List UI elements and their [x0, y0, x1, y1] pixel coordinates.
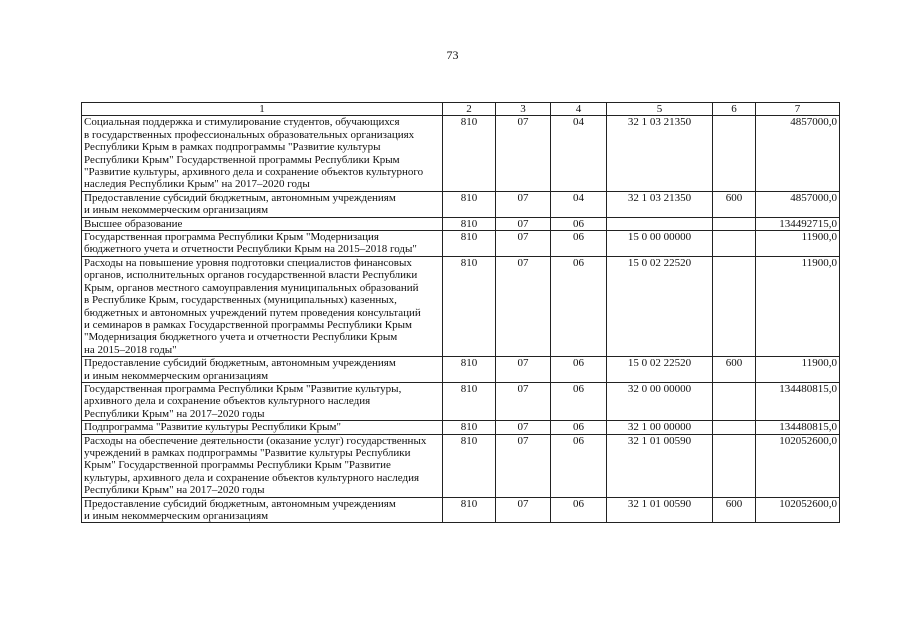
- description-line: и иным некоммерческим организациям: [84, 510, 269, 522]
- header-cell: 2: [443, 103, 496, 116]
- amount-cell: 102052600,0: [756, 497, 840, 523]
- row-description: [82, 231, 443, 257]
- subsection-code: 04: [551, 191, 607, 217]
- description-line: Государственная программа Республики Крым "Модернизация: [84, 231, 379, 244]
- header-cell: 4: [551, 103, 607, 116]
- amount-cell: 11900,0: [756, 231, 840, 257]
- ved-code: 810: [443, 116, 496, 191]
- table-row: [82, 382, 840, 420]
- section-code: 07: [496, 434, 551, 497]
- row-description: [82, 191, 443, 217]
- subsection-code: 06: [551, 217, 607, 230]
- description-line: Высшее образование: [84, 217, 183, 230]
- table-row: [82, 217, 840, 230]
- description-line: и иным некоммерческим организациям: [84, 369, 269, 382]
- expense-type-code: [713, 421, 756, 434]
- target-article-code: 32 1 03 21350: [607, 116, 713, 191]
- section-code: 07: [496, 256, 551, 356]
- description-line: и иным некоммерческим организациям: [84, 204, 269, 217]
- section-code: 07: [496, 421, 551, 434]
- description-line: в государственных профессиональных образовательных организациях: [84, 128, 415, 141]
- subsection-code: 04: [551, 116, 607, 191]
- row-description: [82, 382, 443, 420]
- table-row: [82, 116, 840, 191]
- expense-type-code: [713, 116, 756, 191]
- description-line: и семинаров в рамках Государственной программы Республики Крым: [84, 318, 412, 331]
- amount-cell: 134492715,0: [756, 217, 840, 230]
- description-line: бюджетного учета и отчетности Республики Крым на 2015–2018 годы": [84, 243, 417, 256]
- description-line: Предоставление субсидий бюджетным, автономным учреждениям: [84, 497, 396, 510]
- amount-cell: 134480815,0: [756, 421, 840, 434]
- row-description: [82, 497, 443, 523]
- row-description: [82, 421, 443, 434]
- section-code: 07: [496, 116, 551, 191]
- target-article-code: [607, 217, 713, 230]
- target-article-code: 32 1 01 00590: [607, 497, 713, 523]
- subsection-code: 06: [551, 382, 607, 420]
- row-description: [82, 434, 443, 497]
- subsection-code: 06: [551, 256, 607, 356]
- expense-type-code: [713, 217, 756, 230]
- amount-cell: 134480815,0: [756, 382, 840, 420]
- target-article-code: 15 0 02 22520: [607, 357, 713, 383]
- section-code: 07: [496, 191, 551, 217]
- amount-cell: 102052600,0: [756, 434, 840, 497]
- subsection-code: 06: [551, 357, 607, 383]
- description-line: архивного дела и сохранение объектов культурного наследия: [84, 395, 371, 408]
- ved-code: 810: [443, 382, 496, 420]
- header-cell: 7: [756, 103, 840, 116]
- amount-cell: 11900,0: [756, 357, 840, 383]
- header-cell: 1: [82, 103, 443, 116]
- table-row: [82, 256, 840, 356]
- description-line: Республики Крым" на 2017–2020 годы: [84, 484, 265, 497]
- description-line: Подпрограмма "Развитие культуры Республики Крым": [84, 421, 341, 434]
- description-line: наследия Республики Крым" на 2017–2020 годы: [84, 178, 310, 191]
- amount-cell: 4857000,0: [756, 116, 840, 191]
- description-line: "Модернизация бюджетного учета и отчетности Республики Крым: [84, 331, 398, 344]
- description-line: Республики Крым" на 2017–2020 годы: [84, 407, 265, 420]
- description-line: Республики Крым в рамках подпрограммы "Развитие культуры: [84, 141, 381, 154]
- table-row: [82, 191, 840, 217]
- table-row: [82, 434, 840, 497]
- header-cell: 5: [607, 103, 713, 116]
- description-line: Государственная программа Республики Крым "Развитие культуры,: [84, 382, 402, 395]
- section-code: 07: [496, 231, 551, 257]
- description-line: Расходы на обеспечение деятельности (оказание услуг) государственных: [84, 434, 427, 447]
- expense-type-code: [713, 434, 756, 497]
- ved-code: 810: [443, 231, 496, 257]
- row-description: [82, 116, 443, 191]
- row-description: [82, 357, 443, 383]
- ved-code: 810: [443, 191, 496, 217]
- expense-type-code: [713, 231, 756, 257]
- target-article-code: 15 0 02 22520: [607, 256, 713, 356]
- target-article-code: 15 0 00 00000: [607, 231, 713, 257]
- ved-code: 810: [443, 256, 496, 356]
- ved-code: 810: [443, 421, 496, 434]
- row-description: [82, 217, 443, 230]
- description-line: культуры, архивного дела и сохранение объектов культурного наследия: [84, 471, 420, 484]
- table-row: [82, 421, 840, 434]
- table-row: [82, 357, 840, 383]
- target-article-code: 32 0 00 00000: [607, 382, 713, 420]
- description-line: Предоставление субсидий бюджетным, автономным учреждениям: [84, 357, 396, 370]
- amount-cell: 11900,0: [756, 256, 840, 356]
- table-row: [82, 497, 840, 523]
- row-description: [82, 256, 443, 356]
- description-line: Крым, органов местного самоуправления муниципальных образований: [84, 281, 419, 294]
- description-line: на 2015–2018 годы": [84, 343, 177, 356]
- description-line: бюджетных и автономных учреждений путем проведения консультаций: [84, 306, 421, 319]
- header-cell: 6: [713, 103, 756, 116]
- budget-table: [81, 102, 840, 523]
- description-line: Расходы на повышение уровня подготовки специалистов финансовых: [84, 256, 412, 269]
- ved-code: 810: [443, 217, 496, 230]
- description-line: Предоставление субсидий бюджетным, автономным учреждениям: [84, 191, 396, 204]
- ved-code: 810: [443, 434, 496, 497]
- subsection-code: 06: [551, 421, 607, 434]
- description-line: Республики Крым" Государственной программы Республики Крым: [84, 153, 400, 166]
- expense-type-code: [713, 256, 756, 356]
- subsection-code: 06: [551, 497, 607, 523]
- table-body: [82, 116, 840, 523]
- target-article-code: 32 1 03 21350: [607, 191, 713, 217]
- expense-type-code: 600: [713, 191, 756, 217]
- description-line: "Развитие культуры, архивного дела и сохранение объектов культурного: [84, 166, 424, 179]
- expense-type-code: 600: [713, 357, 756, 383]
- subsection-code: 06: [551, 231, 607, 257]
- description-line: Крым" Государственной программы Республики Крым "Развитие: [84, 459, 391, 472]
- header-row: [82, 103, 840, 116]
- target-article-code: 32 1 00 00000: [607, 421, 713, 434]
- description-line: в Республике Крым, государственных (муниципальных) казенных,: [84, 294, 397, 307]
- section-code: 07: [496, 497, 551, 523]
- description-line: Социальная поддержка и стимулирование студентов, обучающихся: [84, 116, 400, 129]
- ved-code: 810: [443, 357, 496, 383]
- expense-type-code: 600: [713, 497, 756, 523]
- header-cell: 3: [496, 103, 551, 116]
- subsection-code: 06: [551, 434, 607, 497]
- page-number: 73: [446, 48, 459, 62]
- section-code: 07: [496, 382, 551, 420]
- description-line: органов, исполнительных органов государственной власти Республики: [84, 269, 418, 282]
- table-row: [82, 231, 840, 257]
- description-line: учреждений в рамках подпрограммы "Развитие культуры Республики: [84, 446, 411, 459]
- target-article-code: 32 1 01 00590: [607, 434, 713, 497]
- expense-type-code: [713, 382, 756, 420]
- section-code: 07: [496, 217, 551, 230]
- amount-cell: 4857000,0: [756, 191, 840, 217]
- section-code: 07: [496, 357, 551, 383]
- ved-code: 810: [443, 497, 496, 523]
